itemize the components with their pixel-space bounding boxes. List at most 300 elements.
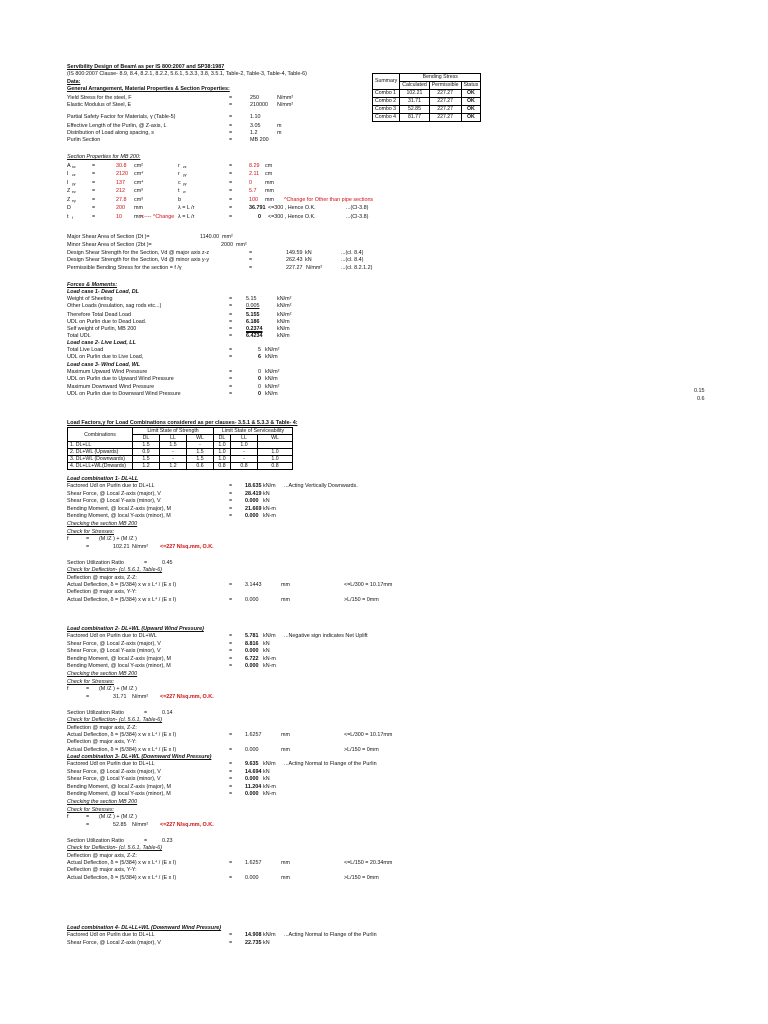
equals-sign: =	[229, 95, 233, 101]
summary-cell: Combo 1	[373, 90, 400, 98]
summary-col-header: Status	[461, 82, 481, 90]
my-value: 0.000	[245, 663, 259, 669]
force-value: 0	[258, 376, 261, 382]
section-symbol-sub: zz	[72, 173, 76, 177]
equals-sign: =	[229, 214, 233, 220]
clause-reference: (IS 800:2007 Clause- 8.9, 8.4, 8.2.1, 8.2.2, 5.6.1, 5.3.3, 3.8, 3.5.1, Table-2, Table-3, Table-4, Table-6)	[67, 71, 307, 77]
status-badge: OK	[461, 114, 481, 122]
lf-cell: 1.0	[231, 442, 258, 449]
ratio-label: Section Utilization Ratio	[67, 837, 124, 844]
section-symbol: b	[178, 197, 181, 203]
equals-sign: =	[86, 821, 90, 828]
equals-sign: =	[229, 312, 233, 318]
section-value: 100	[249, 197, 258, 203]
summary-cell: Combo 3	[373, 106, 400, 114]
force-unit: kN/m	[265, 354, 278, 360]
deflection-y-note: >L/150 = 0mm	[344, 746, 379, 753]
equals-sign: =	[229, 347, 233, 353]
section-unit: cm²	[134, 163, 143, 169]
equals-sign: =	[229, 783, 233, 790]
lf-cell: 1.2	[133, 463, 160, 470]
section-unit: mm	[265, 197, 274, 203]
section-unit: cm³	[134, 197, 143, 203]
equals-sign: =	[86, 536, 90, 543]
force-label: Total UDL	[67, 333, 91, 339]
equals-sign: =	[229, 596, 233, 603]
equals-sign: =	[229, 648, 233, 655]
equals-sign: =	[229, 860, 233, 867]
equals-sign: =	[92, 188, 96, 194]
check-section: Checking the section MB 200	[67, 671, 138, 678]
equals-sign: =	[229, 296, 233, 302]
check-section: Checking the section MB 200	[67, 521, 138, 528]
vy-label: Shear Force, @ Local Y-axis (minor), V	[67, 776, 161, 783]
equals-sign: =	[144, 709, 148, 716]
shear-label: Design Shear Strength for the Section, Vd @ major axis z-z	[67, 250, 210, 256]
general-label: Effective Length of the Purlin, @ Z-axis, L	[67, 123, 167, 129]
fbc-symbol: f	[67, 814, 69, 821]
force-unit: kN/m²	[265, 384, 280, 390]
lf-cell: -	[231, 449, 258, 456]
summary-cell: 227.27	[429, 98, 461, 106]
section-symbol: Z	[67, 197, 71, 203]
section-value: 137	[116, 180, 125, 186]
lambda-y-clause: ...(Cl-3.8)	[346, 214, 369, 220]
equals-sign: =	[92, 171, 96, 177]
equals-sign: =	[229, 188, 233, 194]
section-unit: mm	[265, 188, 274, 194]
deflection-y-note: >L/150 = 0mm	[344, 874, 379, 881]
equals-sign: =	[229, 376, 233, 382]
combo-title: Load combination 1- DL+LL	[67, 476, 139, 482]
equals-sign: =	[229, 391, 233, 397]
summary-cell: 31.71	[400, 98, 430, 106]
general-heading: General Arrangement, Material Properties & Section Properties:	[67, 86, 230, 92]
shear-value: 2000	[221, 242, 233, 248]
vz-value: 28.419	[245, 490, 262, 497]
summary-col-header: Permissible	[429, 82, 461, 90]
section-value: 5.7	[249, 188, 257, 194]
page-title: Servibility Design of Beam\ as per IS 800:2007 and SP38:1987	[67, 64, 225, 70]
force-unit: kN/m²	[265, 369, 280, 375]
table-row	[373, 114, 481, 122]
combo-udl-note: ...Acting Normal to Flange of the Purlin	[284, 761, 377, 768]
vy-unit: kN	[263, 648, 270, 655]
section-symbol: I	[67, 171, 69, 177]
force-unit: kN/m	[277, 326, 290, 332]
equals-sign: =	[229, 483, 233, 490]
force-value: 5.155	[246, 312, 260, 318]
section-symbol-sub: ey	[72, 199, 76, 203]
lf-cell: 1. DL+LL	[68, 442, 133, 449]
general-value: MB 200	[250, 137, 269, 143]
lf-cell: 4. DL+LL+WL(Dnwards)	[68, 463, 133, 470]
lambda-z-symbol: λ = L /r	[178, 205, 195, 211]
vy-label: Shear Force, @ Local Y-axis (minor), V	[67, 648, 161, 655]
combo-udl-unit: kN/m	[263, 932, 276, 939]
equals-sign: =	[92, 205, 96, 211]
vz-label: Shear Force, @ Local Z-axis (major), V	[67, 768, 161, 775]
my-unit: kN-m	[263, 513, 276, 519]
equals-sign: =	[229, 655, 233, 662]
lf-strength-header: Limit State of Strength	[133, 428, 214, 435]
equals-sign: =	[229, 791, 233, 797]
equals-sign: =	[229, 768, 233, 775]
equals-sign: =	[229, 490, 233, 497]
mz-unit: kN-m	[263, 783, 276, 790]
ratio-value: 0.23	[162, 837, 173, 844]
table-row	[373, 98, 481, 106]
forces-heading: Forces & Moments:	[67, 282, 118, 288]
general-unit: N/mm²	[277, 102, 294, 108]
mz-value: 11.204	[245, 783, 262, 790]
table-row	[68, 456, 293, 463]
deflection-y-heading: Deflection @ major axis, Y-Y:	[67, 867, 137, 874]
force-value: 6.4234	[246, 333, 263, 339]
fbc-formula: (M /Z ) + (M /Z )	[99, 814, 137, 821]
equals-sign: =	[86, 693, 90, 700]
my-label: Bending Moment, @ local Y-axis (minor), M	[67, 791, 171, 797]
lf-col-header: LL	[231, 435, 258, 442]
deflection-y-value: 0.000	[245, 746, 259, 753]
equals-sign: =	[229, 205, 233, 211]
stress-note: <=227 N/sq.mm, O.K.	[160, 543, 214, 550]
vz-unit: kN	[263, 640, 270, 647]
force-value: 6	[258, 354, 261, 360]
equals-sign: =	[229, 369, 233, 375]
shear-label: Permissible Bending Stress for the section = f /γ	[67, 265, 182, 271]
section-unit: mm	[134, 214, 143, 220]
lf-cell: 1.5	[133, 442, 160, 449]
lambda-y-symbol: λ = L /r	[178, 214, 195, 220]
ratio-label: Section Utilization Ratio	[67, 709, 124, 716]
section-symbol: A	[67, 163, 71, 169]
equals-sign: =	[86, 686, 90, 693]
mz-value: 21.669	[245, 505, 262, 512]
vy-value: 0.000	[245, 498, 259, 505]
summary-cell: Combo 4	[373, 114, 400, 122]
section-symbol-sub: yy	[183, 173, 187, 177]
deflection-z-unit: mm	[281, 732, 290, 739]
vz-value: 8.816	[245, 640, 259, 647]
equals-sign: =	[229, 761, 233, 768]
shear-clause: ...(cl. 8.2.1.2)	[341, 265, 373, 271]
section-value: 0	[249, 180, 252, 186]
check-stress: Check for Stresses:	[67, 528, 115, 535]
section-value: 212	[116, 188, 125, 194]
summary-col-header: Calculated	[400, 82, 430, 90]
section-unit: cm³	[134, 188, 143, 194]
deflection-y-unit: mm	[281, 746, 290, 753]
vz-value: 22.735	[245, 939, 262, 946]
mz-label: Bending Moment, @ local Z-axis (major), M	[67, 655, 172, 662]
equals-sign: =	[229, 163, 233, 169]
equals-sign: =	[229, 640, 233, 647]
lf-col-header: LL	[160, 435, 187, 442]
vy-label: Shear Force, @ Local Y-axis (minor), V	[67, 498, 161, 505]
lf-cell: 1.5	[187, 456, 214, 463]
equals-sign: =	[229, 303, 233, 309]
fbc-formula: (M /Z ) + (M /Z )	[99, 536, 137, 543]
combo-udl-note: ...Acting Vertically Downwards.	[284, 483, 358, 490]
equals-sign: =	[229, 102, 233, 108]
summary-group: Bending Stress	[400, 74, 481, 82]
section-unit: cm	[265, 171, 273, 177]
force-label: Weight of Sheeting	[67, 296, 113, 302]
equals-sign: =	[229, 939, 233, 946]
shear-value: 227.27	[286, 265, 303, 271]
lf-col-header: DL	[133, 435, 160, 442]
general-label: Purlin Section	[67, 137, 101, 143]
combo-udl-note: ...Negative sign indicates Net Uplift	[284, 633, 368, 640]
general-unit: N/mm²	[277, 95, 294, 101]
combo-udl-label: Factored Udl on Purlin due to DL+WL	[67, 633, 157, 640]
section-symbol-sub: ez	[72, 190, 76, 194]
equals-sign: =	[229, 505, 233, 512]
mz-label: Bending Moment, @ local Z-axis (major), M	[67, 783, 172, 790]
lf-col-header: WL	[187, 435, 214, 442]
deflection-z-heading: Deflection @ major axis, Z-Z:	[67, 852, 137, 859]
lf-col-header: DL	[214, 435, 231, 442]
change-note-small: <---- ^Change	[141, 214, 175, 220]
deflection-z-value: 3.1443	[245, 582, 262, 589]
equals-sign: =	[229, 663, 233, 669]
equals-sign: =	[229, 384, 233, 390]
equals-sign: =	[249, 250, 253, 256]
section-value: 27.8	[116, 197, 127, 203]
shear-unit: kN	[305, 250, 312, 256]
force-unit: kN/m	[277, 319, 290, 325]
shear-label: Minor Shear Area of Section (2bt )=	[67, 242, 152, 248]
general-value: 250	[250, 95, 259, 101]
my-value: 0.000	[245, 513, 259, 519]
force-value: 5.15	[246, 296, 257, 302]
summary-cell: 227.27	[429, 106, 461, 114]
stress-unit: N/mm²	[132, 693, 149, 700]
force-unit: kN/m²	[277, 303, 292, 309]
combo-title: Load combination 2- DL+WL (Upward Wind Pressure)	[67, 626, 204, 632]
section-unit: cm⁴	[134, 180, 144, 186]
equals-sign: =	[229, 319, 233, 325]
vy-value: 0.000	[245, 776, 259, 783]
stress-unit: N/mm²	[132, 543, 149, 550]
loadfactor-heading: Load Factors,γ for Load Combinations considered as per clauses- 3.5.1 & 5.3.3 & Table- 4:	[67, 420, 298, 426]
deflection-z-heading: Deflection @ major axis, Z-Z:	[67, 574, 137, 581]
deflection-y-note: >L/150 = 0mm	[344, 596, 379, 603]
vz-unit: kN	[263, 490, 270, 497]
summary-cell: 227.27	[429, 90, 461, 98]
force-label: Therefore Total Dead Load	[67, 312, 132, 318]
deflection-y-label: Actual Deflection, δ = (5/384) x w x L⁴ / (E x I)	[67, 596, 177, 603]
equals-sign: =	[229, 180, 233, 186]
section-symbol-sub: w	[183, 190, 186, 194]
equals-sign: =	[229, 130, 233, 136]
lf-cell: 1.0	[214, 449, 231, 456]
lf-service-header: Limit State of Serviceability	[214, 428, 293, 435]
general-value: 1.10	[250, 114, 261, 120]
force-label: UDL on Purlin due to Live Load,	[67, 354, 144, 360]
equals-sign: =	[86, 814, 90, 821]
general-unit: m	[277, 130, 282, 136]
equals-sign: =	[229, 582, 233, 589]
lf-cell: 1.5	[187, 449, 214, 456]
combo-udl-unit: kN/m	[263, 761, 276, 768]
general-label: Elastic Modulus of Steel, E	[67, 102, 132, 108]
section-symbol: I	[67, 180, 69, 186]
general-label: Yield Stress for the steel, F	[67, 95, 132, 101]
lf-cell: 2. DL+WL (Upwards)	[68, 449, 133, 456]
shear-label: Major Shear Area of Section (Dt )=	[67, 234, 150, 240]
deflection-z-note: <=L/150 = 20.34mm	[344, 860, 393, 867]
shear-unit: mm²	[236, 242, 247, 248]
shear-unit: mm²	[222, 234, 233, 240]
change-note: ^Change for Other than pipe sections	[284, 197, 374, 203]
section-symbol: r	[178, 163, 180, 169]
combo-udl-unit: kN/m	[263, 483, 276, 490]
lf-cell: 1.0	[258, 456, 293, 463]
shear-clause: ...(cl. 8.4)	[341, 250, 364, 256]
section-unit: mm	[134, 205, 143, 211]
force-unit: kN/m	[277, 333, 290, 339]
deflection-z-value: 1.6257	[245, 732, 262, 739]
equals-sign: =	[249, 257, 253, 263]
side-value: 0.6	[697, 396, 705, 402]
force-label: Maximum Upward Wind Pressure	[67, 369, 148, 375]
force-value: 0.005	[246, 303, 260, 309]
combo-title: Load combination 3- DL+WL (Downward Wind Pressure)	[67, 754, 212, 760]
check-stress: Check for Stresses:	[67, 806, 115, 813]
lambda-z-value: 36.791	[249, 205, 266, 211]
deflection-check: Check for Deflection- (cl. 5.6.1, Table-6)	[67, 845, 163, 852]
data-heading: Data:	[67, 79, 81, 85]
vz-label: Shear Force, @ Local Z-axis (major), V	[67, 490, 161, 497]
deflection-z-heading: Deflection @ major axis, Z-Z:	[67, 724, 137, 731]
shear-clause: ...(cl. 8.4)	[341, 257, 364, 263]
section-symbol-sub: f	[72, 216, 73, 220]
equals-sign: =	[229, 746, 233, 753]
deflection-z-label: Actual Deflection, δ = (5/384) x w x L⁴ / (E x I)	[67, 582, 177, 589]
deflection-y-unit: mm	[281, 874, 290, 881]
equals-sign: =	[229, 171, 233, 177]
force-value: 0	[258, 369, 261, 375]
section-symbol-sub: sc	[72, 165, 76, 169]
mz-value: 6.722	[245, 655, 259, 662]
section-symbol: r	[178, 171, 180, 177]
deflection-check: Check for Deflection- (cl. 5.6.1, Table-6)	[67, 717, 163, 724]
general-unit: m	[277, 123, 282, 129]
section-symbol: c	[178, 180, 181, 186]
loadfactor-table	[67, 427, 293, 470]
my-unit: kN-m	[263, 663, 276, 669]
lf-cell: 1.2	[160, 463, 187, 470]
ratio-value: 0.14	[162, 709, 173, 716]
force-unit: kN/m²	[277, 296, 292, 302]
deflection-z-unit: mm	[281, 860, 290, 867]
force-value: 0	[258, 384, 261, 390]
shear-value: 262.43	[286, 257, 303, 263]
side-value: 0.15	[694, 388, 705, 394]
lf-cell: 1.0	[214, 442, 231, 449]
equals-sign: =	[92, 163, 96, 169]
lambda-y-note: <=300 , Hence O.K.	[268, 214, 316, 220]
stress-value: 31.71	[113, 693, 127, 700]
equals-sign: =	[229, 333, 233, 339]
fbc-symbol: f	[67, 536, 69, 543]
combo-udl-label: Factored Udl on Purlin due to DL+LL	[67, 761, 155, 768]
force-label: Total Live Load	[67, 347, 104, 353]
equals-sign: =	[92, 180, 96, 186]
lf-cell: 1.0	[258, 449, 293, 456]
lambda-z-clause: ...(Cl-3.8)	[346, 205, 369, 211]
section-symbol: Z	[67, 188, 71, 194]
equals-sign: =	[229, 326, 233, 332]
equals-sign: =	[144, 559, 148, 566]
summary-cell: 227.27	[429, 114, 461, 122]
stress-value: 102.21	[113, 543, 130, 550]
my-label: Bending Moment, @ local Y-axis (minor), M	[67, 513, 171, 519]
combo-udl: 9.635	[245, 761, 259, 768]
lf-cell: 1.5	[133, 456, 160, 463]
lf-cell	[258, 442, 293, 449]
stress-note: <=227 N/sq.mm, O.K.	[160, 693, 214, 700]
combo-udl-label: Factored Udl on Purlin due to DL+LL	[67, 932, 155, 939]
summary-table	[372, 73, 481, 122]
status-badge: OK	[461, 90, 481, 98]
lambda-y-value: 0	[258, 214, 261, 220]
stress-value: 52.85	[113, 821, 127, 828]
deflection-z-note: <=L/300 = 10.17mm	[344, 732, 393, 739]
force-unit: kN/m	[265, 391, 278, 397]
deflection-y-heading: Deflection @ major axis, Y-Y:	[67, 739, 137, 746]
table-row	[68, 442, 293, 449]
shear-unit: N/mm²	[306, 265, 323, 271]
mz-unit: kN-m	[263, 505, 276, 512]
section-symbol: t	[178, 188, 180, 194]
section-value: 2.11	[249, 171, 260, 177]
mz-unit: kN-m	[263, 655, 276, 662]
stress-unit: N/mm²	[132, 821, 149, 828]
deflection-y-label: Actual Deflection, δ = (5/384) x w x L⁴ / (E x I)	[67, 874, 177, 881]
status-badge: OK	[461, 98, 481, 106]
section-symbol: D	[67, 205, 71, 211]
ratio-value: 0.45	[162, 559, 173, 566]
section-value: 10	[116, 214, 122, 220]
general-label: Partial Safety Factor for Materials, γ (Table-5)	[67, 114, 176, 120]
force-value: 0	[258, 391, 261, 397]
lf-cell: 0.8	[258, 463, 293, 470]
ratio-label: Section Utilization Ratio	[67, 559, 124, 566]
lambda-z-note: <=300 , Hence O.K.	[268, 205, 316, 211]
general-value: 1.2	[250, 130, 258, 136]
lf-cell: 0.6	[187, 463, 214, 470]
shear-unit: kN	[305, 257, 312, 263]
summary-cell: 81.77	[400, 114, 430, 122]
force-unit: kN/m	[265, 376, 278, 382]
deflection-y-unit: mm	[281, 596, 290, 603]
section-unit: cm	[265, 163, 273, 169]
deflection-y-value: 0.000	[245, 596, 259, 603]
equals-sign: =	[229, 123, 233, 129]
combo-udl-label: Factored Udl on Purlin due to DL+LL	[67, 483, 155, 490]
lf-cell: 1.0	[214, 456, 231, 463]
force-unit: kN/m²	[277, 312, 292, 318]
summary-cell: Combo 2	[373, 98, 400, 106]
vy-value: 0.000	[245, 648, 259, 655]
equals-sign: =	[229, 498, 233, 505]
lf-cell: 3. DL+WL (Downwards)	[68, 456, 133, 463]
equals-sign: =	[229, 197, 233, 203]
equals-sign: =	[86, 543, 90, 550]
